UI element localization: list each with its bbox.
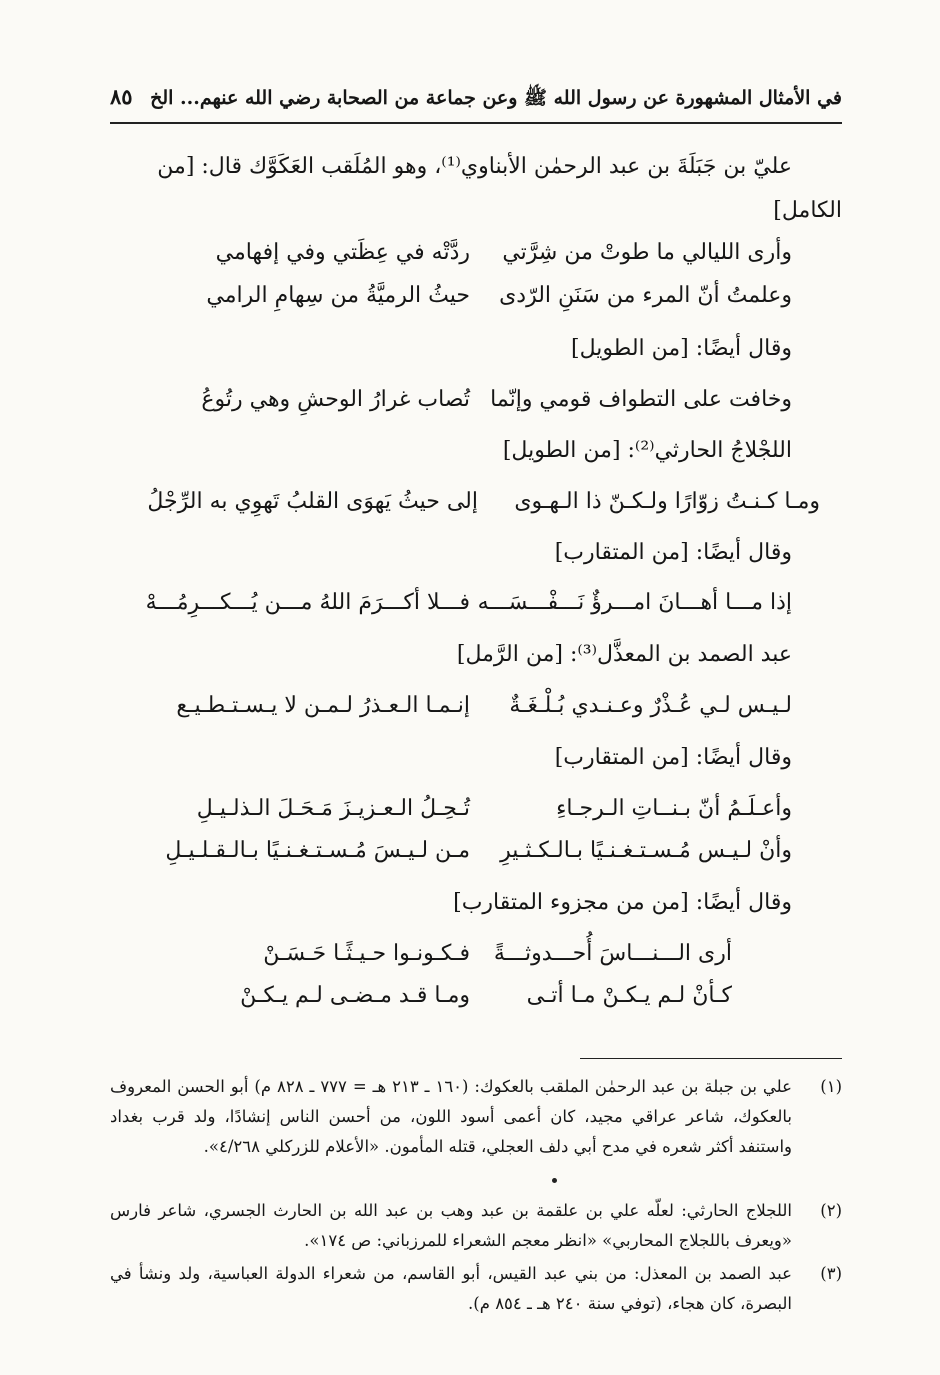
- verse-line: [110, 387, 842, 431]
- verse-line: [110, 283, 842, 327]
- verse-hemistich-first: وأنْ لـيـس مُـسـتـغـنـيًا بـالـكـثـيرِ: [500, 838, 792, 863]
- intro-ali-ibn-jabala: عليّ بن جَبَلَةَ بن عبد الرحمٰن الأبناوي⁽¹⁾، وهو المُلَقب العَكَوَّك قال: [من الكامل]: [157, 154, 842, 223]
- verse-hemistich-first: وأعـلَـمُ أنّ بـنــاتِ الـرجـاءِ: [556, 796, 792, 821]
- verse-hemistich-first: كـأنْ لـم يـكـنْ مـا أتـى: [526, 983, 732, 1008]
- verse-hemistich-first: أرى الـــنـــاسَ أُحـــدوثـــةً: [493, 941, 732, 966]
- verse-line: [110, 983, 842, 1027]
- verse-hemistich-second: إنـمـا الـعـذرُ لـمـن لا يـسـتـطـيـع: [176, 693, 470, 718]
- verse-line: [110, 590, 842, 634]
- verse-hemistich-second: تُـحِـلُ الـعـزيـزَ مَـحَـلَ الـذلـيـلِ: [196, 796, 470, 821]
- footnote: [110, 1196, 842, 1256]
- page-number: ٨٥: [110, 84, 133, 109]
- poem-introduction: عبد الصمد بن المعذَّل⁽³⁾: [من الرَّمل]: [456, 642, 792, 667]
- footnote-text: عبد الصمد بن المعذل: من بني عبد القيس، أبو القاسم، من شعراء الدولة العباسية، ولد ونشأ في البصرة، كان هجاء، (توفي سنة ٢٤٠ هـ ـ ٨٥٤ م).: [110, 1264, 792, 1313]
- running-header: [110, 80, 842, 124]
- verse-hemistich-second: حيثُ الرميَّةُ من سِهامِ الرامي: [206, 283, 470, 308]
- verse-line: [110, 796, 842, 840]
- print-mark: [552, 1178, 557, 1183]
- verse-hemistich-first: لـيـس لـي عُـذْرٌ وعـنـدي بُـلْـغَـةٌ: [509, 693, 792, 718]
- verse-hemistich-second: إلى حيثُ يَهوَى القلبُ تَهوِي به الرِّجْلُ: [147, 489, 478, 514]
- verse-hemistich-first: وخافت على التطواف قومي وإنّما: [490, 387, 792, 412]
- verse-line: [110, 489, 842, 533]
- verse-hemistich-second: فـــلا أكـــرَمَ اللهُ مـــن يُـــكـــرِمُـــهْ: [145, 590, 470, 615]
- verse-hemistich-second: ردَّتْه في عِظَتي وفي إفهامي: [215, 240, 470, 265]
- verse-hemistich-second: فـكـونـوا حـيـثًـا حَـسَـنْ: [263, 941, 470, 966]
- poem-introduction: وقال أيضًا: [من المتقارب]: [554, 540, 792, 565]
- verse-line: [110, 693, 842, 737]
- verse-hemistich-second: تُصاب غرارُ الوحشِ وهي رتُوعُ: [201, 387, 470, 412]
- verse-hemistich-first: وأرى الليالي ما طوتْ من شِرَّتي: [502, 240, 792, 265]
- footnote-separator: [580, 1058, 842, 1059]
- poem-introduction: وقال أيضًا: [من من مجزوء المتقارب]: [453, 890, 792, 915]
- footnote: [110, 1072, 842, 1162]
- poem-introduction: وقال أيضًا: [من المتقارب]: [554, 745, 792, 770]
- poem-introduction: اللجْلاجُ الحارثي⁽²⁾: [من الطويل]: [502, 438, 792, 463]
- footnote-text: اللجلاج الحارثي: لعلّه علي بن علقمة بن عبد وهب بن عبد الله بن الحارث الجسري، شاعر فارس «ويعرف باللجلاج المحاربي» «انظر معجم الشعراء للمرزباني: ص ١٧٤».: [110, 1201, 792, 1250]
- verse-line: [110, 838, 842, 882]
- poem-introduction: وقال أيضًا: [من الطويل]: [571, 336, 792, 361]
- verse-hemistich-second: مـن لـيـسَ مُـسـتـغـنـيًا بـالـقـلـيـلِ: [165, 838, 470, 863]
- verse-hemistich-first: إذا مـــا أهـــانَ امـــرؤٌ نَـــفْـــسَـــه: [477, 590, 792, 615]
- verse-hemistich-first: وعلمتُ أنّ المرء من سَنَنِ الرّدى: [499, 283, 792, 308]
- verse-line: [110, 240, 842, 284]
- footnote: [110, 1259, 842, 1319]
- verse-line: [110, 941, 842, 985]
- verse-hemistich-first: ومـا كـنـتُ زوّارًا ولـكـنّ ذا الـهـوى: [514, 489, 820, 514]
- running-title: في الأمثال المشهورة عن رسول الله ﷺ وعن جماعة من الصحابة رضي الله عنهم... الخ: [150, 87, 842, 109]
- footnote-number: (٢): [820, 1201, 842, 1220]
- footnote-number: (٣): [820, 1264, 842, 1283]
- verse-hemistich-second: ومـا قـد مـضـى لـم يـكـنْ: [240, 983, 470, 1008]
- footnote-text: علي بن جبلة بن عبد الرحمٰن الملقب بالعكوك: (١٦٠ ـ ٢١٣ هـ = ٧٧٧ ـ ٨٢٨ م) أبو الحسن المعروف بالعكوك، شاعر عراقي مجيد، كان أعمى أسود اللون، من أحسن الناس إنشادًا، ولد قرب بغداد واستنفد أكثر شعره في مدح أبي دلف العجلي، قتله المأمون. «الأعلام للزركلي ٤/٢٦٨».: [110, 1077, 792, 1156]
- footnote-number: (١): [820, 1077, 842, 1096]
